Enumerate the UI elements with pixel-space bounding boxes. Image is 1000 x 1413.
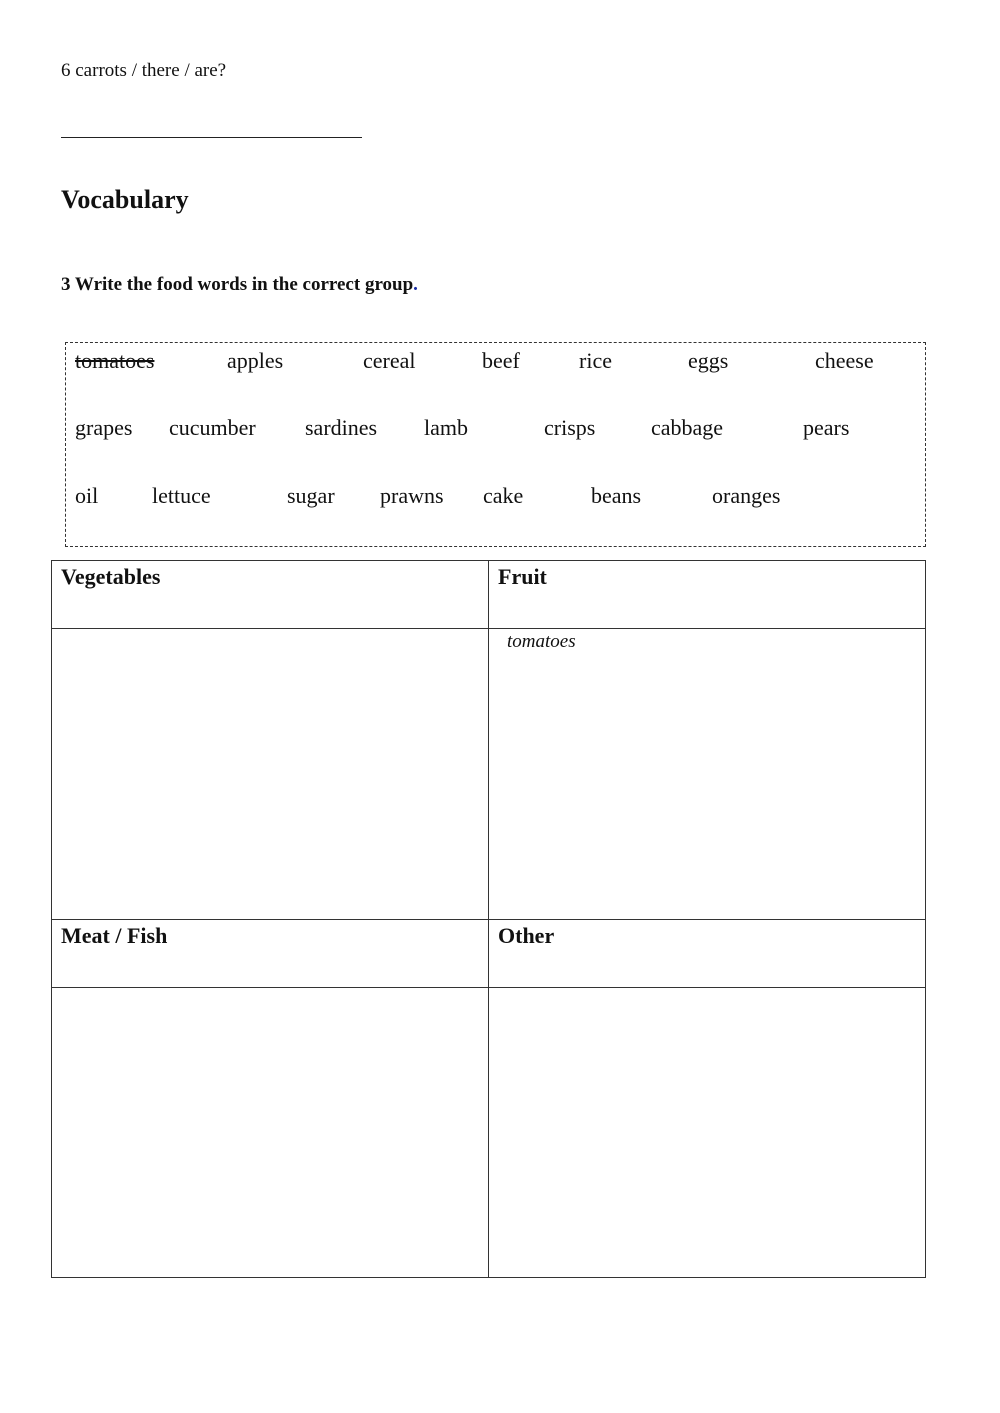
fruit-heading: Fruit — [498, 564, 547, 589]
word-bank-item[interactable]: cereal — [363, 348, 416, 373]
word-bank-item[interactable]: cucumber — [169, 415, 256, 440]
vocabulary-heading: Vocabulary — [61, 185, 189, 214]
vegetables-answer-area[interactable] — [52, 629, 488, 919]
instruction — [61, 274, 418, 296]
word-bank-item[interactable]: prawns — [380, 483, 444, 508]
word-bank-item[interactable]: grapes — [75, 415, 133, 440]
word-bank-item[interactable]: pears — [803, 415, 850, 440]
word-bank — [65, 342, 926, 547]
word-bank-item[interactable]: cheese — [815, 348, 874, 373]
word-bank-item[interactable]: rice — [579, 348, 612, 373]
word-bank-item[interactable]: beans — [591, 483, 642, 508]
other-answer-area[interactable] — [489, 988, 925, 1277]
fruit-answer-area[interactable] — [489, 629, 925, 919]
word-bank-item[interactable]: lettuce — [152, 483, 211, 508]
word-bank-item[interactable]: cake — [483, 483, 524, 508]
exercise-prompt: 6 carrots / there / are? — [61, 60, 227, 81]
vegetables-heading: Vegetables — [61, 564, 161, 589]
meat-fish-heading: Meat / Fish — [61, 923, 168, 948]
instruction-period: . — [413, 274, 418, 295]
other-heading: Other — [498, 923, 555, 948]
row-divider — [52, 919, 925, 920]
word-bank-item[interactable]: oranges — [712, 483, 781, 508]
word-bank-item[interactable]: sugar — [287, 483, 335, 508]
word-bank-item[interactable]: oil — [75, 483, 99, 508]
word-bank-item[interactable]: lamb — [424, 415, 468, 440]
word-bank-item[interactable]: crisps — [544, 415, 596, 440]
fruit-entry: tomatoes — [507, 631, 576, 652]
word-bank-item[interactable]: sardines — [305, 415, 378, 440]
answer-line[interactable] — [61, 137, 362, 138]
instruction-text: 3 Write the food words in the correct group — [61, 274, 414, 295]
word-bank-item[interactable]: beef — [482, 348, 520, 373]
word-bank-item[interactable]: cabbage — [651, 415, 724, 440]
meat-fish-answer-area[interactable] — [52, 988, 488, 1277]
word-bank-item[interactable]: apples — [227, 348, 284, 373]
word-bank-item[interactable]: tomatoes — [75, 348, 155, 373]
word-bank-item[interactable]: eggs — [688, 348, 729, 373]
food-groups-table — [51, 560, 926, 1278]
